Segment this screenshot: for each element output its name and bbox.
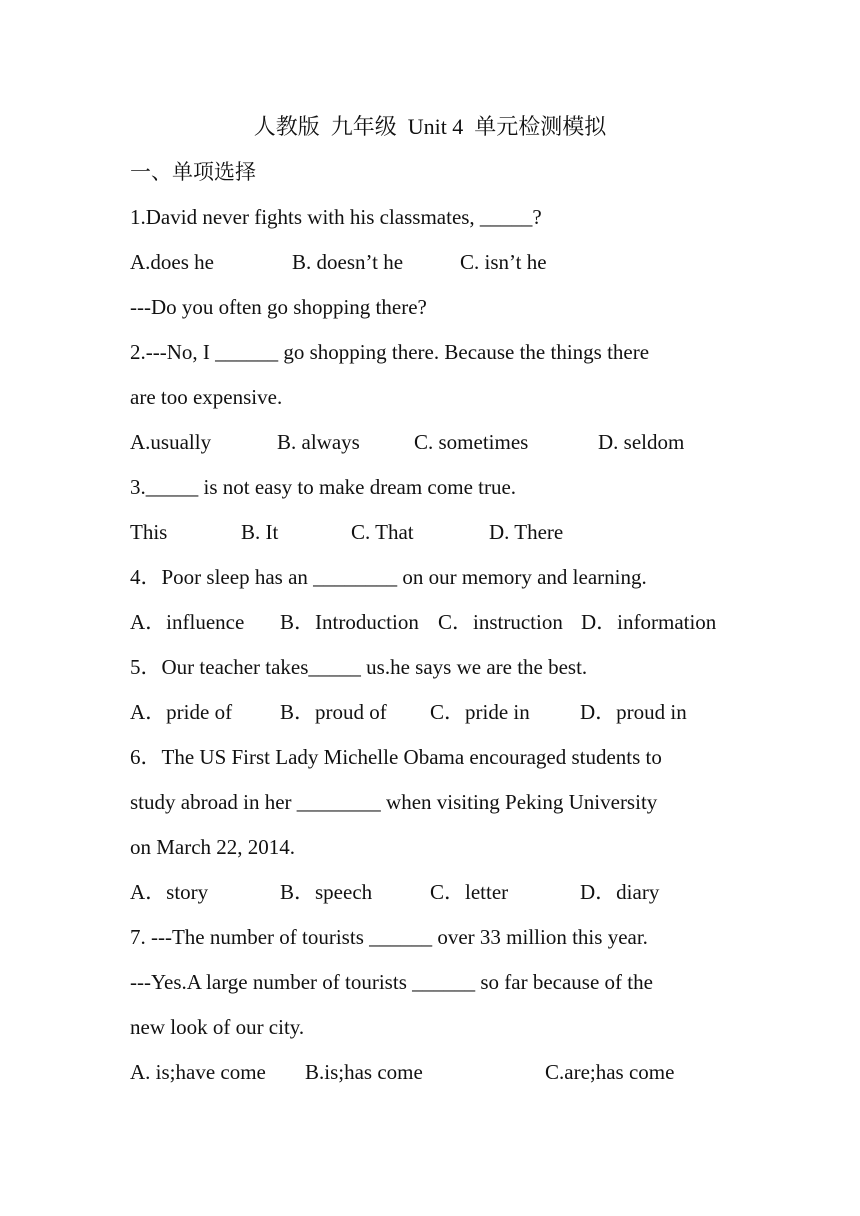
question-6-option-c: C．letter (430, 880, 509, 904)
question-6-stem-line-2: study abroad in her ________ when visiting Peking University (130, 790, 658, 814)
question-7-option-a: A. is;have come (130, 1060, 266, 1084)
question-4-option-a: A．influence (130, 610, 245, 634)
question-3-option-c: C. That (351, 520, 414, 544)
question-2-option-d: D. seldom (598, 430, 685, 454)
question-7-option-b: B.is;has come (305, 1060, 423, 1084)
question-2-prompt: ---Do you often go shopping there? (130, 295, 427, 319)
question-3-option-a: This (130, 520, 168, 544)
question-7-stem: 7. ---The number of tourists ______ over 33 million this year. (130, 925, 648, 949)
question-1-option-c: C. isn’t he (460, 250, 547, 274)
question-2-option-b: B. always (277, 430, 360, 454)
question-4-option-d: D．information (581, 610, 717, 634)
page-title: 人教版 九年级 Unit 4 单元检测模拟 (253, 114, 607, 139)
question-4-stem: 4．Poor sleep has an ________ on our memory and learning. (130, 565, 647, 589)
question-5-option-c: C．pride in (430, 700, 530, 724)
question-6-option-d: D．diary (580, 880, 660, 904)
question-5-stem: 5．Our teacher takes_____ us.he says we are the best. (130, 655, 588, 679)
question-3-stem: 3._____ is not easy to make dream come true. (130, 475, 517, 499)
question-7-reply-line-2: new look of our city. (130, 1015, 305, 1039)
question-2-option-a: A.usually (130, 430, 212, 454)
question-5-option-a: A．pride of (130, 700, 233, 724)
question-6-option-b: B．speech (280, 880, 373, 904)
question-7-option-c: C.are;has come (545, 1060, 675, 1084)
question-2-option-c: C. sometimes (414, 430, 529, 454)
question-1-stem: 1.David never fights with his classmates, _____? (130, 205, 542, 229)
question-6-option-a: A．story (130, 880, 209, 904)
question-6-stem-line-3: on March 22, 2014. (130, 835, 296, 859)
question-2-stem-line-1: 2.---No, I ______ go shopping there. Because the things there (130, 340, 650, 364)
question-2-stem-line-2: are too expensive. (130, 385, 283, 409)
question-4-option-c: C．instruction (438, 610, 563, 634)
question-5-option-b: B．proud of (280, 700, 387, 724)
question-4-option-b: B．Introduction (280, 610, 419, 634)
section-heading: 一、单项选择 (130, 160, 256, 184)
question-3-option-b: B. It (241, 520, 279, 544)
question-3-option-d: D. There (489, 520, 564, 544)
question-1-option-a: A.does he (130, 250, 214, 274)
question-5-option-d: D．proud in (580, 700, 687, 724)
question-7-reply-line-1: ---Yes.A large number of tourists ______ so far because of the (130, 970, 653, 994)
question-1-option-b: B. doesn’t he (292, 250, 404, 274)
question-6-stem-line-1: 6．The US First Lady Michelle Obama encouraged students to (130, 745, 662, 769)
